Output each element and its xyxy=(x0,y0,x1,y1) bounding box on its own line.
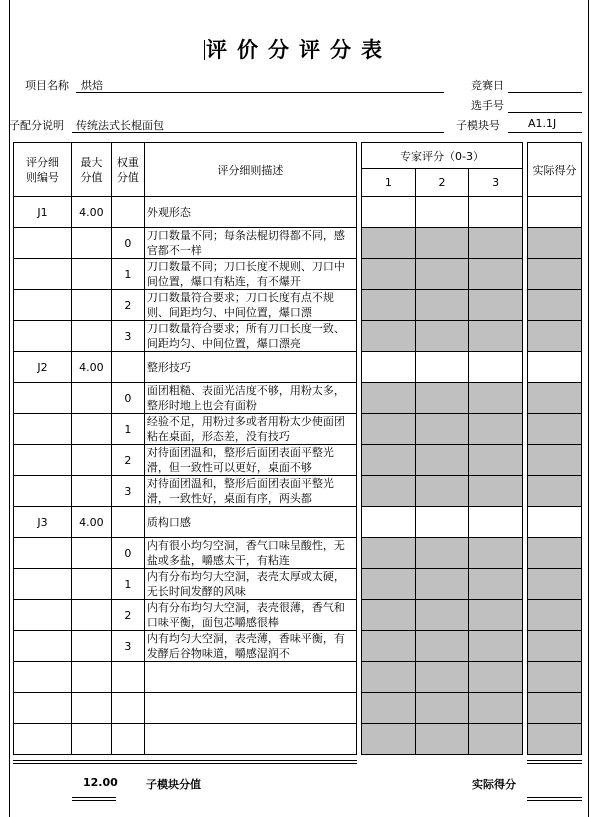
expert-score-shaded-cell xyxy=(362,600,416,631)
criteria-max: 4.00 xyxy=(79,205,104,219)
expert-score-shaded-cell xyxy=(362,414,416,445)
expert-score-cell[interactable] xyxy=(469,507,523,538)
expert-score-shaded-cell xyxy=(415,600,469,631)
expert-score-cell[interactable] xyxy=(415,197,469,228)
criteria-title: 整形技巧 xyxy=(146,361,191,374)
expert-score-shaded-cell xyxy=(362,631,416,662)
blank-row xyxy=(14,724,357,755)
actual-score-shaded-cell xyxy=(528,693,582,724)
col-criteria-no: 评分细则编号 xyxy=(25,155,59,184)
expert-score-shaded-cell xyxy=(415,414,469,445)
level-weight: 2 xyxy=(124,453,132,467)
level-description: 面团粗糙、表面光洁度不够，用粉太多，整形时地上也会有面粉 xyxy=(146,384,345,412)
col-weight: 权重分值 xyxy=(116,155,139,184)
expert-score-shaded-cell xyxy=(362,228,416,259)
criteria-max: 4.00 xyxy=(79,360,104,374)
criteria-code: J3 xyxy=(37,515,48,529)
footer-top-line xyxy=(13,760,357,764)
criteria-code: J1 xyxy=(37,205,48,219)
level-description: 经验不足，用粉过多或者用粉太少使面团粘在桌面，形态差，没有技巧 xyxy=(146,415,345,443)
expert-score-shaded-cell xyxy=(362,662,416,693)
level-weight: 0 xyxy=(124,391,132,405)
expert-score-cell[interactable] xyxy=(362,197,416,228)
level-description: 内有很小均匀空洞，香气口味呈酸性，无盐或多盐，嚼感太干，有粘连 xyxy=(146,539,345,567)
criteria-title: 质构口感 xyxy=(146,516,191,529)
competitor-no-field[interactable] xyxy=(508,112,582,113)
expert-score-shaded-cell xyxy=(362,724,416,755)
level-weight: 2 xyxy=(124,608,132,622)
expert-score-shaded-cell xyxy=(469,476,523,507)
level-description: 刀口数量符合要求；所有刀口长度一致、间距均匀、中间位置，爆口漂亮 xyxy=(146,322,345,350)
criteria-title: 外观形态 xyxy=(146,206,191,219)
col-expert-2: 2 xyxy=(438,176,446,189)
level-description: 刀口数量符合要求；刀口长度有点不规则、间距均匀、中间位置，爆口漂 xyxy=(146,291,334,319)
actual-score-cell[interactable] xyxy=(528,197,582,228)
expert-score-shaded-cell xyxy=(415,445,469,476)
level-row xyxy=(14,445,357,476)
expert-score-shaded-cell xyxy=(415,476,469,507)
criteria-max: 4.00 xyxy=(79,515,104,529)
col-expert-3: 3 xyxy=(492,176,500,189)
competition-day-label: 竞赛日 xyxy=(471,79,504,92)
actual-score-shaded-cell xyxy=(528,290,582,321)
level-row xyxy=(14,600,357,631)
page-title: 评价分评分表 xyxy=(206,38,392,62)
expert-score-cell[interactable] xyxy=(362,352,416,383)
expert-score-table xyxy=(361,142,523,755)
total-label: 子模块分值 xyxy=(146,778,201,791)
project-value: 烘焙 xyxy=(81,79,103,92)
expert-score-cell[interactable] xyxy=(415,507,469,538)
expert-score-shaded-cell xyxy=(415,538,469,569)
actual-score-shaded-cell xyxy=(528,445,582,476)
expert-score-shaded-cell xyxy=(362,259,416,290)
actual-score-shaded-cell xyxy=(528,600,582,631)
module-no-underline xyxy=(508,132,582,133)
col-expert-score: 专家评分（0-3） xyxy=(400,149,484,163)
expert-score-shaded-cell xyxy=(415,383,469,414)
criteria-row xyxy=(14,352,357,383)
project-label: 项目名称 xyxy=(25,79,69,92)
expert-score-cell[interactable] xyxy=(469,197,523,228)
module-no-value: A1.1J xyxy=(528,117,557,130)
actual-total-label: 实际得分 xyxy=(472,778,516,791)
actual-score-cell[interactable] xyxy=(528,352,582,383)
level-weight: 1 xyxy=(124,577,132,591)
expert-score-shaded-cell xyxy=(415,228,469,259)
level-row xyxy=(14,538,357,569)
total-value-underline xyxy=(72,797,116,801)
actual-score-shaded-cell xyxy=(528,476,582,507)
level-row xyxy=(14,383,357,414)
col-expert-1: 1 xyxy=(384,176,392,189)
expert-score-shaded-cell xyxy=(469,693,523,724)
expert-score-shaded-cell xyxy=(469,383,523,414)
criteria-row xyxy=(14,197,357,228)
expert-score-shaded-cell xyxy=(415,259,469,290)
page-right-border xyxy=(588,0,589,817)
expert-score-shaded-cell xyxy=(362,445,416,476)
expert-score-shaded-cell xyxy=(469,414,523,445)
expert-score-shaded-cell xyxy=(362,693,416,724)
expert-score-shaded-cell xyxy=(469,259,523,290)
expert-score-shaded-cell xyxy=(362,538,416,569)
expert-score-shaded-cell xyxy=(469,321,523,352)
level-weight: 2 xyxy=(124,298,132,312)
level-row xyxy=(14,476,357,507)
level-description: 对待面团温和，整形后面团表面平整光滑，一致性好，桌面有序，两头都 xyxy=(146,477,334,505)
expert-score-shaded-cell xyxy=(469,631,523,662)
expert-score-shaded-cell xyxy=(362,476,416,507)
level-weight: 3 xyxy=(124,484,132,498)
expert-score-shaded-cell xyxy=(469,538,523,569)
expert-score-shaded-cell xyxy=(469,600,523,631)
level-row xyxy=(14,321,357,352)
expert-score-shaded-cell xyxy=(415,569,469,600)
expert-score-shaded-cell xyxy=(415,693,469,724)
module-no-label: 子模块号 xyxy=(456,119,500,132)
actual-score-shaded-cell xyxy=(528,662,582,693)
expert-score-cell[interactable] xyxy=(415,352,469,383)
level-weight: 0 xyxy=(124,546,132,560)
expert-score-shaded-cell xyxy=(469,290,523,321)
actual-score-cell[interactable] xyxy=(528,507,582,538)
level-weight: 1 xyxy=(124,267,132,281)
expert-score-shaded-cell xyxy=(362,383,416,414)
col-max-score: 最大分值 xyxy=(80,155,103,184)
blank-row xyxy=(14,693,357,724)
competitor-no-label: 选手号 xyxy=(471,99,504,112)
competition-day-field[interactable] xyxy=(508,92,582,93)
expert-score-cell[interactable] xyxy=(362,507,416,538)
level-weight: 0 xyxy=(124,236,132,250)
actual-score-shaded-cell xyxy=(528,569,582,600)
actual-score-shaded-cell xyxy=(528,383,582,414)
expert-score-shaded-cell xyxy=(415,321,469,352)
level-weight: 3 xyxy=(124,639,132,653)
actual-score-shaded-cell xyxy=(528,414,582,445)
expert-score-shaded-cell xyxy=(469,662,523,693)
col-description: 评分细则描述 xyxy=(217,163,284,177)
expert-score-shaded-cell xyxy=(415,631,469,662)
expert-score-shaded-cell xyxy=(415,724,469,755)
level-row xyxy=(14,414,357,445)
criteria-row xyxy=(14,507,357,538)
actual-score-shaded-cell xyxy=(528,321,582,352)
actual-score-shaded-cell xyxy=(528,228,582,259)
expert-score-shaded-cell xyxy=(469,228,523,259)
level-description: 内有分布均匀大空洞，表壳太厚或太硬，无长时间发酵的风味 xyxy=(146,570,345,598)
level-row xyxy=(14,290,357,321)
blank-row xyxy=(14,662,357,693)
level-row xyxy=(14,259,357,290)
expert-score-shaded-cell xyxy=(469,724,523,755)
level-description: 刀口数量不同；每条法棍切得都不同，感官都不一样 xyxy=(146,229,345,257)
level-weight: 3 xyxy=(124,329,132,343)
level-row xyxy=(14,569,357,600)
total-value: 12.00 xyxy=(83,776,118,789)
criteria-code: J2 xyxy=(37,360,48,374)
sub-desc-underline xyxy=(72,132,444,133)
actual-score-shaded-cell xyxy=(528,724,582,755)
actual-score-shaded-cell xyxy=(528,538,582,569)
expert-score-shaded-cell xyxy=(362,569,416,600)
criteria-table xyxy=(13,142,357,755)
sub-desc-label: 子配分说明 xyxy=(9,119,64,132)
level-description: 内有均匀大空洞，表壳薄，香味平衡，有发酵后谷物味道，嚼感湿润不 xyxy=(146,632,345,660)
expert-score-cell[interactable] xyxy=(469,352,523,383)
expert-score-shaded-cell xyxy=(415,290,469,321)
level-row xyxy=(14,631,357,662)
col-actual: 实际得分 xyxy=(532,163,577,177)
expert-score-shaded-cell xyxy=(362,290,416,321)
level-description: 内有分布均匀大空洞，表壳很薄，香气和口味平衡，面包芯嚼感很棒 xyxy=(146,601,345,629)
level-row xyxy=(14,228,357,259)
expert-score-shaded-cell xyxy=(469,445,523,476)
expert-score-shaded-cell xyxy=(415,662,469,693)
project-underline xyxy=(76,92,444,93)
footer-top-line-right xyxy=(527,760,582,764)
expert-score-shaded-cell xyxy=(469,569,523,600)
actual-score-shaded-cell xyxy=(528,631,582,662)
sub-desc-value: 传统法式长棍面包 xyxy=(76,119,164,132)
expert-score-shaded-cell xyxy=(362,321,416,352)
actual-score-table xyxy=(527,142,582,755)
actual-score-shaded-cell xyxy=(528,259,582,290)
level-weight: 1 xyxy=(124,422,132,436)
level-description: 刀口数量不同；刀口长度不规则、刀口中间位置，爆口有粘连，有不爆开 xyxy=(146,260,345,288)
actual-total-underline[interactable] xyxy=(527,797,582,801)
level-description: 对待面团温和，整形后面团表面平整光滑，但一致性可以更好，桌面不够 xyxy=(146,446,334,474)
